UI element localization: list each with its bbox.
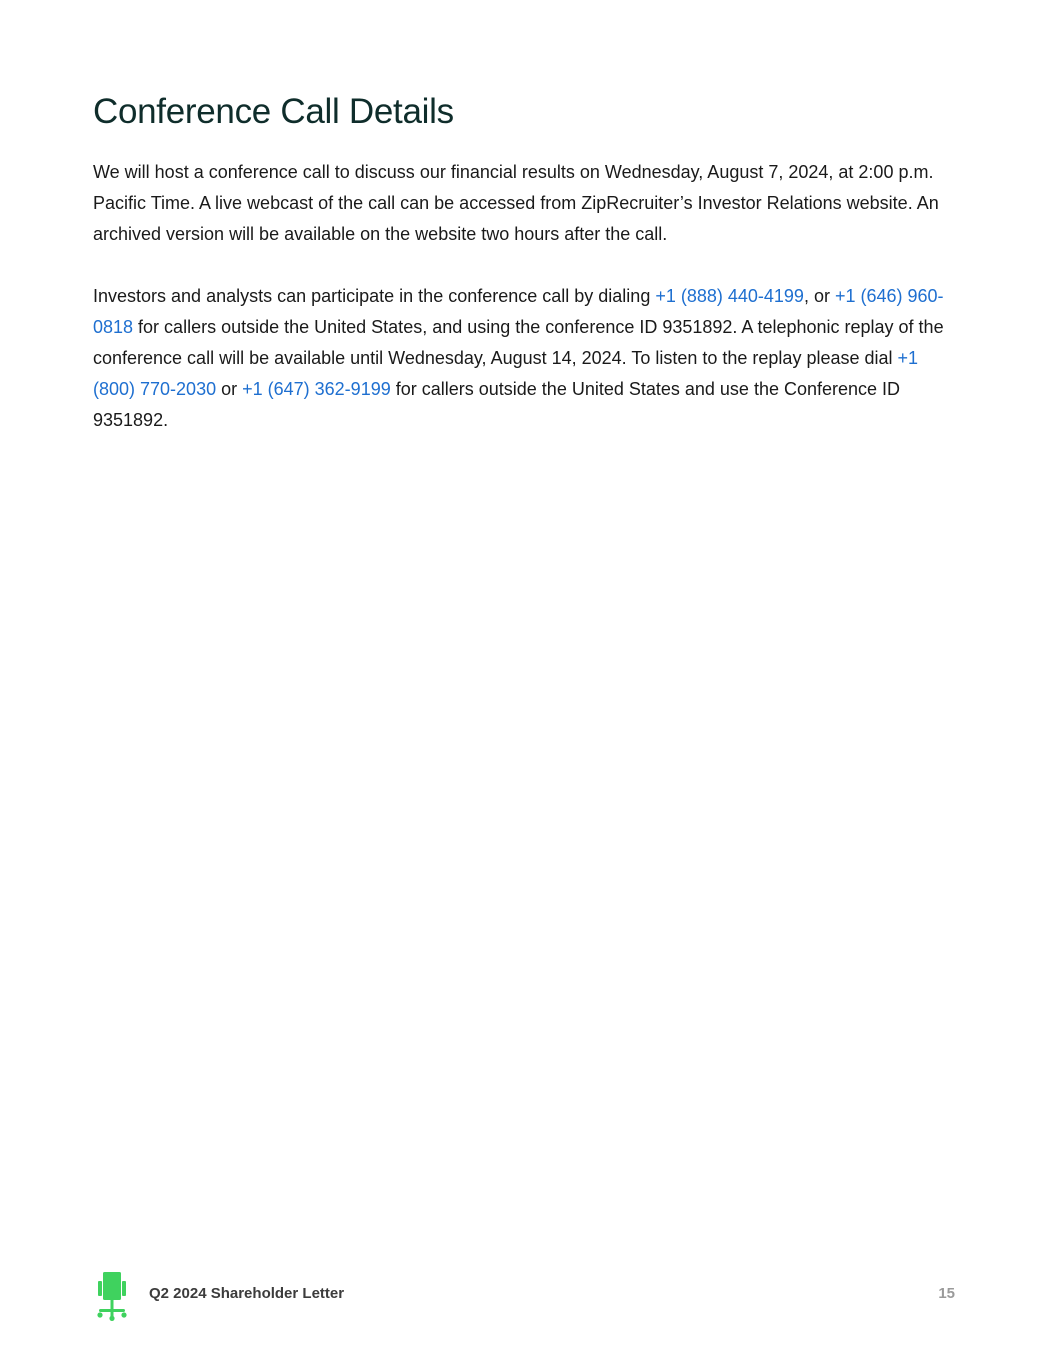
paragraph-text: for callers outside the United States, and using the conference ID 9351892. A telephonic replay of the conference call will be available until Wednesday, August 14, 2024. To listen to the replay please dial: [93, 317, 944, 368]
office-chair-icon: [95, 1271, 129, 1321]
phone-link-international[interactable]: +1 (646) 960-0818: [93, 286, 944, 337]
page-number: 15: [938, 1285, 955, 1302]
phone-link-replay-international[interactable]: +1 (647) 362-9199: [242, 379, 391, 399]
phone-link-replay-us[interactable]: +1 (800) 770-2030: [93, 348, 919, 399]
paragraph-text: or: [216, 379, 243, 399]
webcast-paragraph: We will host a conference call to discuss our financial results on Wednesday, August 7, 2024, at 2:00 p.m. Pacific Time. A live webcast of the call can be accessed from ZipRecruiter’s Investor Relations website. An archived version will be available on the website two hours after the call.: [93, 162, 939, 244]
paragraph-text: , or: [803, 286, 835, 306]
paragraph-text: for callers outside the United States and use the Conference ID 9351892.: [93, 379, 901, 430]
dial-in-paragraph: [93, 281, 965, 436]
paragraph-text: Investors and analysts can participate in the conference call by dialing: [93, 286, 656, 306]
phone-link-us[interactable]: +1 (888) 440-4199: [655, 286, 804, 306]
page-title: Conference Call Details: [93, 92, 454, 131]
page-footer: [93, 1271, 955, 1321]
footer-document-title: Q2 2024 Shareholder Letter: [149, 1285, 345, 1302]
